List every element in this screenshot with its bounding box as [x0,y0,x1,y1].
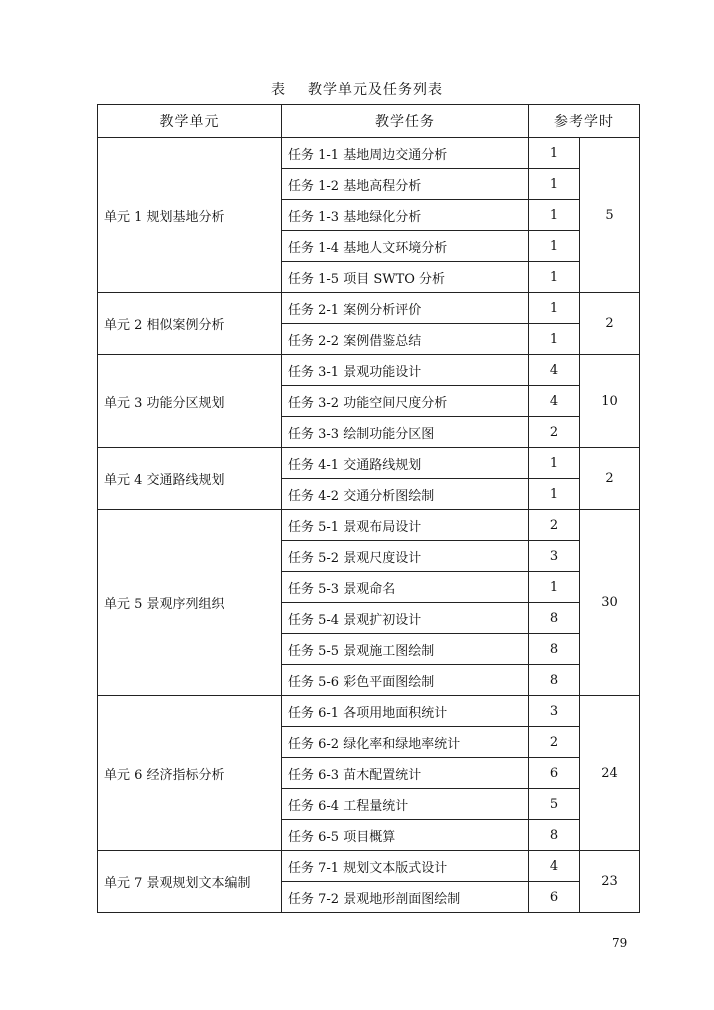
task-hours-cell: 1 [529,448,580,479]
unit-total-hours-cell: 5 [580,138,640,293]
table-row [98,138,640,169]
unit-name-cell: 单元 1 规划基地分析 [98,138,282,293]
task-name-cell: 任务 6-1 各项用地面积统计 [282,696,529,727]
task-name-cell: 任务 4-1 交通路线规划 [282,448,529,479]
task-hours-cell: 2 [529,510,580,541]
task-hours-cell: 6 [529,758,580,789]
task-hours-cell: 3 [529,696,580,727]
table-caption [0,80,714,100]
unit-name-cell: 单元 5 景观序列组织 [98,510,282,696]
task-name-cell: 任务 5-1 景观布局设计 [282,510,529,541]
caption-label: 表 [271,82,286,98]
task-name-cell: 任务 5-5 景观施工图绘制 [282,634,529,665]
task-name-cell: 任务 1-5 项目 SWTO 分析 [282,262,529,293]
task-hours-cell: 4 [529,355,580,386]
task-name-cell: 任务 3-3 绘制功能分区图 [282,417,529,448]
task-hours-cell: 1 [529,200,580,231]
task-hours-cell: 8 [529,603,580,634]
table-row [98,293,640,324]
task-hours-cell: 4 [529,851,580,882]
unit-name-cell: 单元 3 功能分区规划 [98,355,282,448]
header-hours: 参考学时 [529,105,640,138]
task-hours-cell: 1 [529,293,580,324]
unit-name-cell: 单元 7 景观规划文本编制 [98,851,282,913]
task-name-cell: 任务 6-3 苗木配置统计 [282,758,529,789]
unit-total-hours-cell: 2 [580,448,640,510]
task-name-cell: 任务 2-2 案例借鉴总结 [282,324,529,355]
caption-title: 教学单元及任务列表 [308,82,443,98]
task-name-cell: 任务 6-5 项目概算 [282,820,529,851]
task-name-cell: 任务 3-1 景观功能设计 [282,355,529,386]
task-name-cell: 任务 5-2 景观尺度设计 [282,541,529,572]
unit-total-hours-cell: 23 [580,851,640,913]
table-body [98,138,640,913]
task-hours-cell: 1 [529,572,580,603]
task-name-cell: 任务 6-2 绿化率和绿地率统计 [282,727,529,758]
unit-name-cell: 单元 6 经济指标分析 [98,696,282,851]
task-name-cell: 任务 4-2 交通分析图绘制 [282,479,529,510]
table-header-row [98,105,640,138]
task-hours-cell: 3 [529,541,580,572]
task-name-cell: 任务 7-1 规划文本版式设计 [282,851,529,882]
task-hours-cell: 1 [529,479,580,510]
unit-total-hours-cell: 30 [580,510,640,696]
task-name-cell: 任务 1-4 基地人文环境分析 [282,231,529,262]
teaching-units-table [97,104,640,913]
task-hours-cell: 1 [529,262,580,293]
task-name-cell: 任务 7-2 景观地形剖面图绘制 [282,882,529,913]
task-name-cell: 任务 2-1 案例分析评价 [282,293,529,324]
task-name-cell: 任务 3-2 功能空间尺度分析 [282,386,529,417]
task-name-cell: 任务 5-3 景观命名 [282,572,529,603]
task-name-cell: 任务 5-4 景观扩初设计 [282,603,529,634]
task-name-cell: 任务 1-3 基地绿化分析 [282,200,529,231]
task-hours-cell: 8 [529,634,580,665]
table-row [98,851,640,882]
task-hours-cell: 8 [529,665,580,696]
table-row [98,355,640,386]
task-hours-cell: 1 [529,138,580,169]
task-name-cell: 任务 5-6 彩色平面图绘制 [282,665,529,696]
header-task: 教学任务 [282,105,529,138]
table-row [98,510,640,541]
task-name-cell: 任务 1-1 基地周边交通分析 [282,138,529,169]
unit-name-cell: 单元 2 相似案例分析 [98,293,282,355]
task-hours-cell: 2 [529,417,580,448]
task-hours-cell: 1 [529,231,580,262]
task-hours-cell: 6 [529,882,580,913]
task-name-cell: 任务 6-4 工程量统计 [282,789,529,820]
unit-total-hours-cell: 24 [580,696,640,851]
unit-total-hours-cell: 2 [580,293,640,355]
task-name-cell: 任务 1-2 基地高程分析 [282,169,529,200]
task-hours-cell: 1 [529,169,580,200]
unit-total-hours-cell: 10 [580,355,640,448]
task-hours-cell: 1 [529,324,580,355]
task-hours-cell: 8 [529,820,580,851]
page-number: 79 [612,936,628,950]
table-row [98,448,640,479]
table-row [98,696,640,727]
header-unit: 教学单元 [98,105,282,138]
task-hours-cell: 2 [529,727,580,758]
task-hours-cell: 5 [529,789,580,820]
task-hours-cell: 4 [529,386,580,417]
unit-name-cell: 单元 4 交通路线规划 [98,448,282,510]
